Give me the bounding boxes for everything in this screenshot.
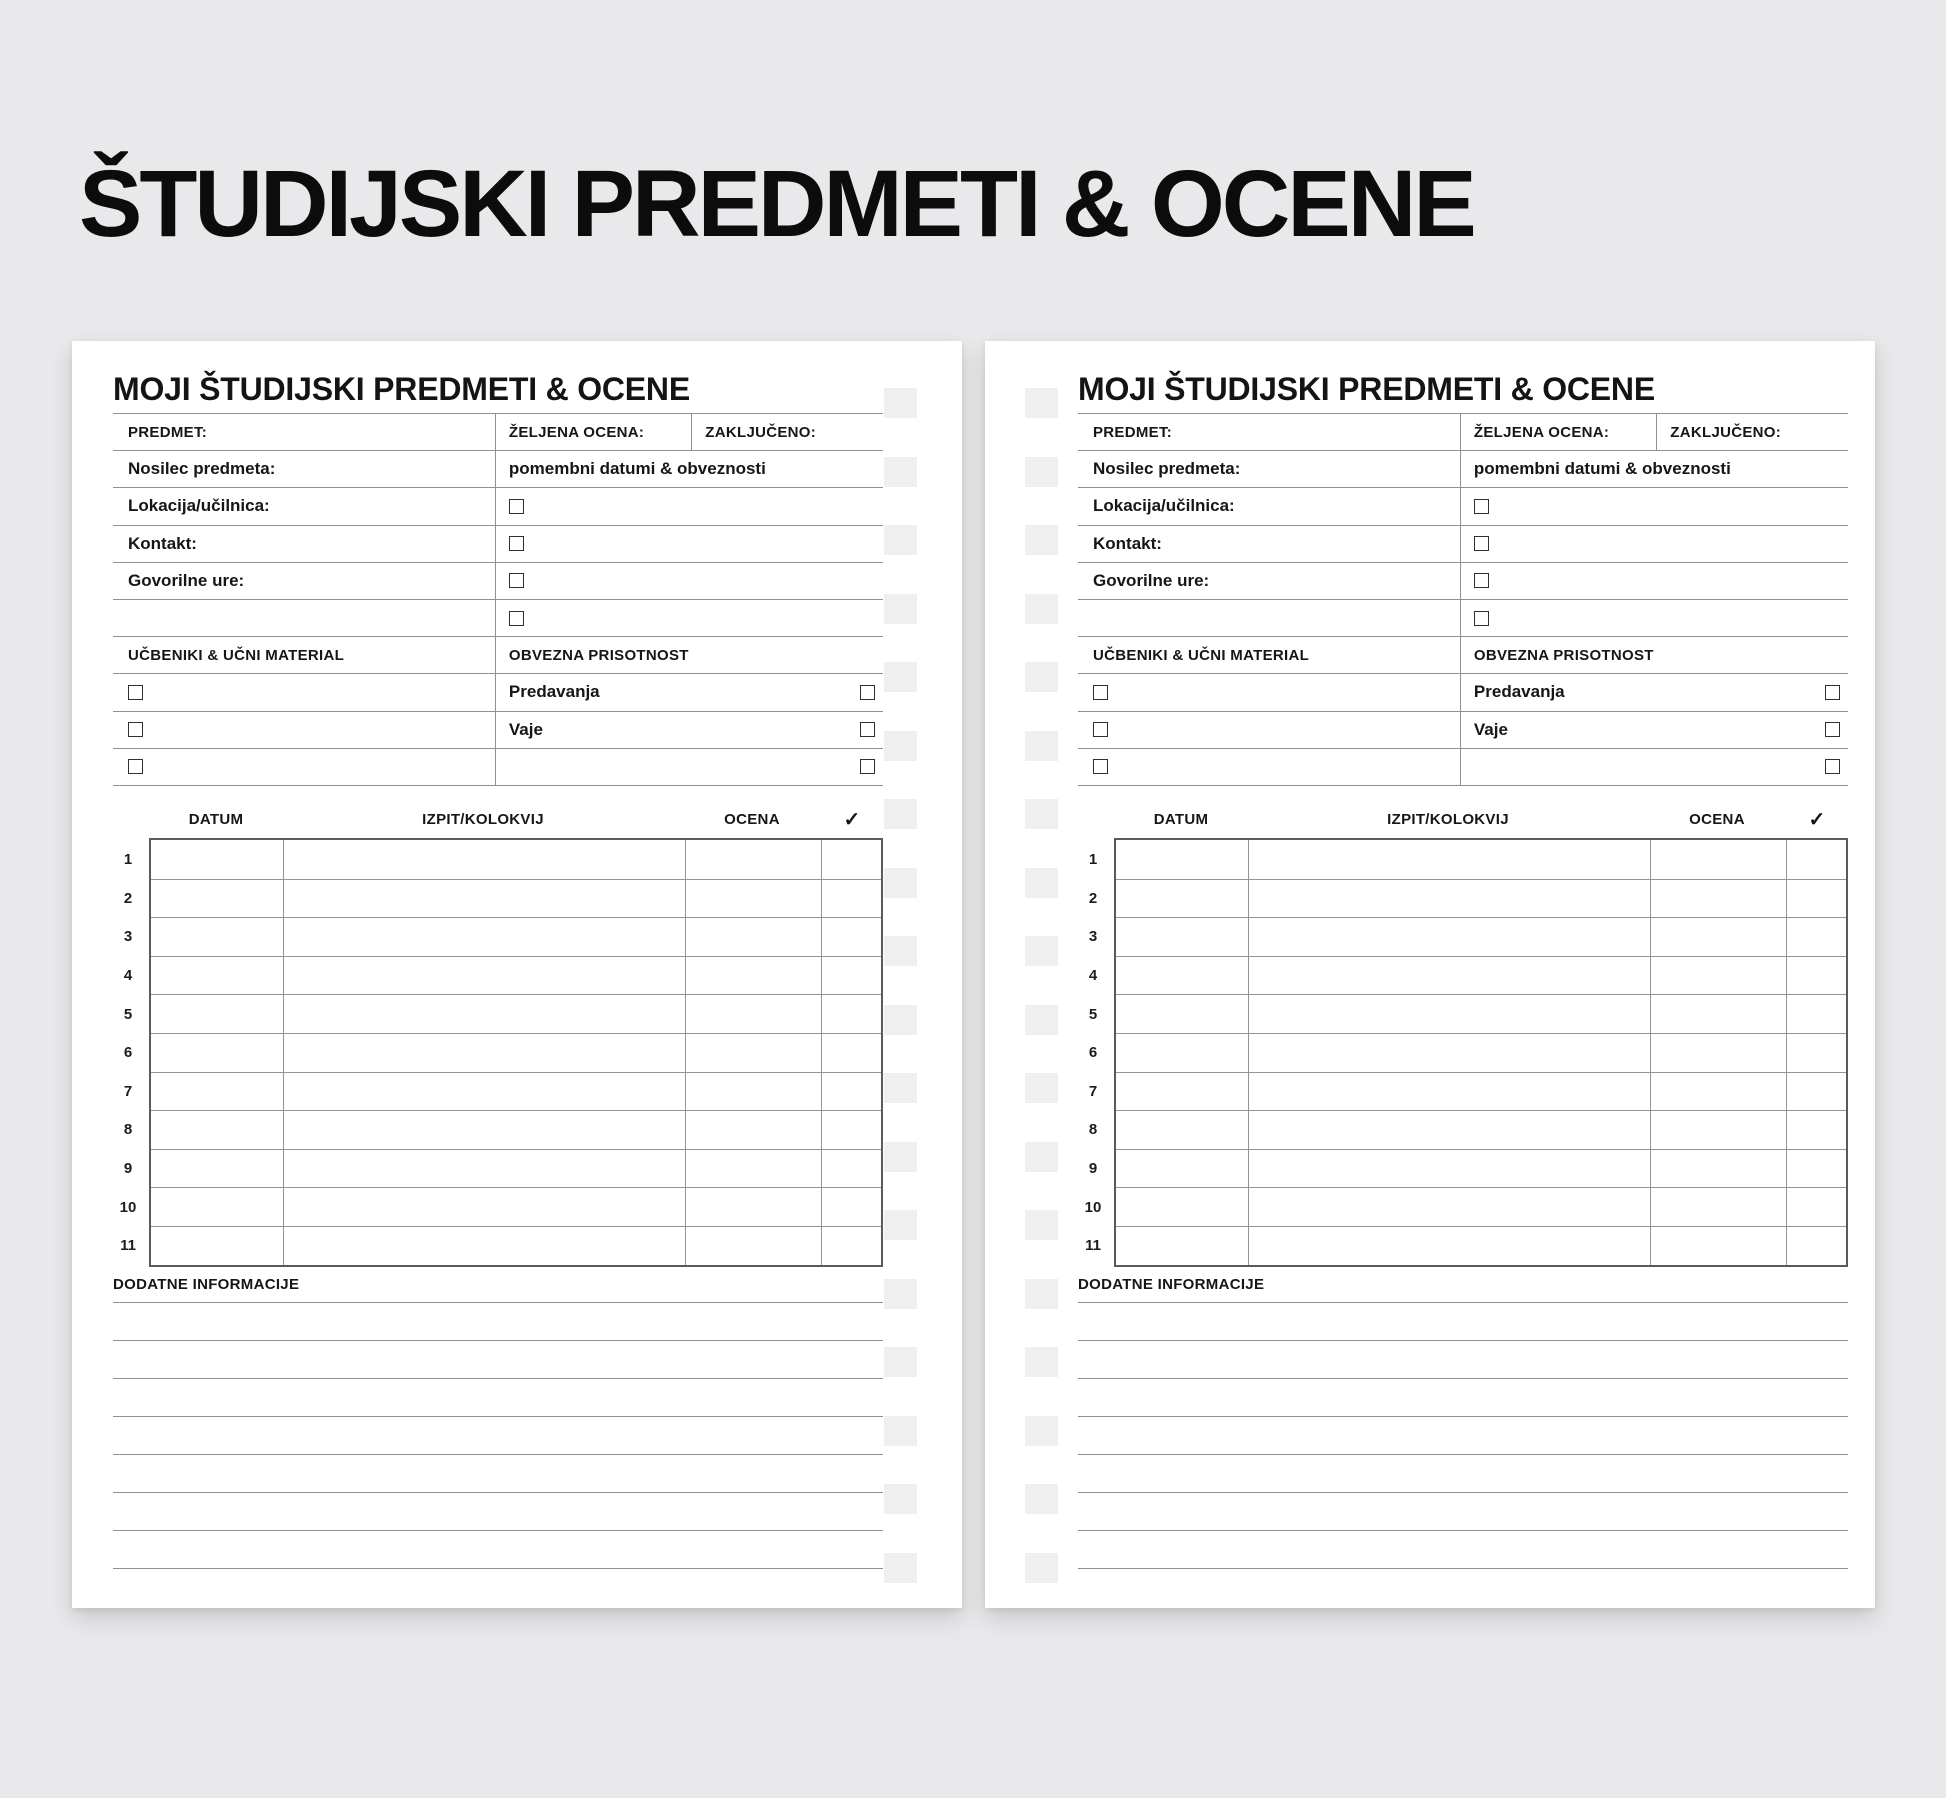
exam-table-row <box>123 879 881 918</box>
predmet-label: PREDMET: <box>1093 423 1173 441</box>
form-row-predavanja <box>1078 674 1848 711</box>
exam-cell-check <box>821 995 881 1033</box>
exam-cell-ocena <box>685 840 821 879</box>
exam-cell-datum <box>151 1188 283 1226</box>
exam-cell-datum <box>151 1111 283 1149</box>
decor-square <box>1025 868 1058 898</box>
exam-cell-datum <box>151 918 283 956</box>
form-row-kontakt <box>1078 526 1848 563</box>
obvezna-label: OBVEZNA PRISOTNOST <box>1473 646 1654 664</box>
decor-square <box>1025 936 1058 966</box>
exam-cell-ocena <box>685 918 821 956</box>
form-row-govorilne <box>1078 563 1848 600</box>
exam-row-number: 1 <box>123 850 133 868</box>
exam-cell-izpit <box>1248 840 1650 879</box>
decor-square <box>884 1210 917 1240</box>
vaje-label: Vaje <box>508 719 543 739</box>
exam-table-row <box>123 917 881 956</box>
sheet-heading: MOJI ŠTUDIJSKI PREDMETI & OCENE <box>1078 371 1655 407</box>
note-line <box>113 1493 883 1531</box>
pomembni-label: pomembni datumi & obveznosti <box>508 459 766 479</box>
form-row-vaje <box>113 712 883 749</box>
datum-header: DATUM <box>188 810 244 828</box>
form-row-vaje <box>1078 712 1848 749</box>
exam-cell-ocena <box>1650 1073 1786 1111</box>
checkbox[interactable] <box>128 685 143 700</box>
form-row-nosilec <box>1078 451 1848 488</box>
binding-squares <box>884 341 917 1608</box>
exam-cell-ocena <box>685 880 821 918</box>
exam-cell-ocena <box>685 1227 821 1265</box>
ucbeniki-label: UČBENIKI & UČNI MATERIAL <box>128 646 345 664</box>
exam-table-row <box>1084 1187 1846 1226</box>
exam-cell-check <box>821 1111 881 1149</box>
exam-table-row <box>123 1149 881 1188</box>
decor-square <box>1025 1484 1058 1514</box>
exam-cell-check <box>1786 1150 1846 1188</box>
decor-square <box>884 799 917 829</box>
exam-row-number: 5 <box>1088 1005 1098 1023</box>
note-line <box>1078 1493 1848 1531</box>
form-row-kontakt <box>113 526 883 563</box>
note-line <box>113 1303 883 1341</box>
exam-table-row <box>123 956 881 995</box>
exam-cell-izpit <box>283 1034 685 1072</box>
decor-square <box>884 388 917 418</box>
exam-cell-izpit <box>1248 918 1650 956</box>
exam-cell-izpit <box>1248 995 1650 1033</box>
decor-square <box>884 731 917 761</box>
form-row-predavanja <box>113 674 883 711</box>
exam-row-number: 9 <box>1088 1160 1098 1178</box>
exam-table <box>119 838 883 1267</box>
checkbox[interactable] <box>1474 611 1489 626</box>
form-row-predmet <box>113 414 883 451</box>
exam-cell-izpit <box>1248 880 1650 918</box>
decor-square <box>1025 1279 1058 1309</box>
exam-cell-izpit <box>283 995 685 1033</box>
decor-square <box>1025 1416 1058 1446</box>
exam-cell-check <box>1786 880 1846 918</box>
izpit-header: IZPIT/KOLOKVIJ <box>422 810 544 828</box>
exam-row-number: 9 <box>123 1160 133 1178</box>
notes-lines <box>113 1265 883 1569</box>
exam-cell-check <box>821 918 881 956</box>
exam-cell-ocena <box>685 1150 821 1188</box>
exam-cell-izpit <box>1248 1034 1650 1072</box>
exam-cell-izpit <box>1248 1188 1650 1226</box>
nosilec-label: Nosilec predmeta: <box>128 459 276 479</box>
exam-row-number: 2 <box>123 889 133 907</box>
exam-table-row <box>123 1072 881 1111</box>
nosilec-label: Nosilec predmeta: <box>1093 459 1241 479</box>
exam-cell-izpit <box>283 1227 685 1265</box>
note-line <box>113 1341 883 1379</box>
kontakt-label: Kontakt: <box>128 533 197 553</box>
exam-cell-check <box>1786 918 1846 956</box>
lokacija-label: Lokacija/učilnica: <box>1093 496 1235 516</box>
exam-cell-datum <box>151 840 283 879</box>
exam-table-row <box>123 1033 881 1072</box>
vaje-label: Vaje <box>1473 719 1508 739</box>
decor-square <box>1025 1142 1058 1172</box>
form-row-empty2 <box>1078 749 1848 786</box>
note-line <box>1078 1341 1848 1379</box>
exam-cell-ocena <box>1650 840 1786 879</box>
checkbox[interactable] <box>860 685 875 700</box>
exam-cell-check <box>821 1073 881 1111</box>
exam-cell-check <box>821 957 881 995</box>
decor-square <box>884 1142 917 1172</box>
exam-row-number: 4 <box>1088 967 1098 985</box>
exam-cell-datum <box>1116 1188 1248 1226</box>
zeljena-ocena-label: ŽELJENA OCENA: <box>508 423 645 441</box>
exam-cell-check <box>1786 957 1846 995</box>
exam-row-number: 6 <box>123 1044 133 1062</box>
decor-square <box>1025 1347 1058 1377</box>
exam-cell-ocena <box>685 957 821 995</box>
checkbox[interactable] <box>1825 759 1840 774</box>
exam-table-row <box>123 1110 881 1149</box>
checkbox[interactable] <box>509 499 524 514</box>
exam-cell-ocena <box>685 1034 821 1072</box>
exam-table-row <box>123 840 881 879</box>
exam-cell-check <box>1786 1188 1846 1226</box>
exam-cell-izpit <box>1248 1111 1650 1149</box>
exam-cell-datum <box>1116 957 1248 995</box>
decor-square <box>1025 1005 1058 1035</box>
note-line <box>113 1531 883 1569</box>
note-line <box>1078 1379 1848 1417</box>
pomembni-label: pomembni datumi & obveznosti <box>1473 459 1731 479</box>
exam-table-row <box>119 1187 881 1226</box>
decor-square <box>884 1347 917 1377</box>
exam-cell-ocena <box>1650 1188 1786 1226</box>
exam-cell-izpit <box>283 880 685 918</box>
exam-cell-check <box>821 1227 881 1265</box>
exam-cell-izpit <box>283 1111 685 1149</box>
exam-cell-ocena <box>685 995 821 1033</box>
exam-cell-datum <box>1116 1034 1248 1072</box>
exam-cell-izpit <box>283 957 685 995</box>
predavanja-label: Predavanja <box>1473 682 1565 702</box>
decor-square <box>884 662 917 692</box>
checkbox[interactable] <box>1474 573 1489 588</box>
exam-row-number: 3 <box>1088 928 1098 946</box>
decor-square <box>1025 594 1058 624</box>
checkbox[interactable] <box>509 536 524 551</box>
exam-table <box>1084 838 1848 1267</box>
exam-table-row <box>1088 1110 1846 1149</box>
exam-row-number: 7 <box>123 1082 133 1100</box>
exam-cell-datum <box>151 1034 283 1072</box>
checkbox[interactable] <box>509 611 524 626</box>
exam-table-row <box>1088 1072 1846 1111</box>
exam-cell-izpit <box>1248 1073 1650 1111</box>
decor-square <box>1025 662 1058 692</box>
exam-cell-ocena <box>1650 1227 1786 1265</box>
exam-cell-datum <box>1116 995 1248 1033</box>
exam-row-number: 11 <box>1085 1237 1101 1255</box>
govorilne-label: Govorilne ure: <box>128 570 245 590</box>
exam-cell-ocena <box>1650 957 1786 995</box>
notes-lines <box>1078 1265 1848 1569</box>
decor-square <box>1025 457 1058 487</box>
exam-row-number: 4 <box>123 967 133 985</box>
exam-cell-check <box>821 1150 881 1188</box>
exam-table-row <box>1088 917 1846 956</box>
note-line <box>113 1417 883 1455</box>
check-icon: ✓ <box>843 808 861 831</box>
decor-square <box>884 1484 917 1514</box>
kontakt-label: Kontakt: <box>1093 533 1162 553</box>
form-row-section-headers <box>1078 637 1848 674</box>
checkbox[interactable] <box>1093 759 1108 774</box>
exam-cell-datum <box>151 880 283 918</box>
form-row-nosilec <box>113 451 883 488</box>
exam-table-row <box>120 1226 881 1265</box>
exam-cell-izpit <box>283 840 685 879</box>
exam-table-row <box>1088 994 1846 1033</box>
exam-table-row <box>1088 1149 1846 1188</box>
exam-cell-ocena <box>685 1111 821 1149</box>
exam-cell-ocena <box>1650 1150 1786 1188</box>
binding-squares <box>1025 341 1058 1608</box>
decor-square <box>1025 799 1058 829</box>
zakljuceno-label: ZAKLJUČENO: <box>705 423 817 441</box>
exam-row-number: 7 <box>1088 1082 1098 1100</box>
exam-cell-ocena <box>1650 995 1786 1033</box>
ucbeniki-label: UČBENIKI & UČNI MATERIAL <box>1093 646 1310 664</box>
form-row-empty <box>113 600 883 637</box>
exam-cell-izpit <box>283 1150 685 1188</box>
notes-label: DODATNE INFORMACIJE <box>113 1276 300 1293</box>
exam-cell-check <box>821 1034 881 1072</box>
exam-row-number: 6 <box>1088 1044 1098 1062</box>
predmet-label: PREDMET: <box>128 423 208 441</box>
decor-square <box>884 525 917 555</box>
exam-table-row <box>1088 956 1846 995</box>
exam-cell-datum <box>1116 1150 1248 1188</box>
exam-table-row <box>1088 879 1846 918</box>
exam-row-number: 2 <box>1088 889 1098 907</box>
exam-cell-izpit <box>283 1188 685 1226</box>
sheet-heading: MOJI ŠTUDIJSKI PREDMETI & OCENE <box>113 371 690 407</box>
exam-cell-check <box>1786 840 1846 879</box>
decor-square <box>884 1416 917 1446</box>
exam-row-number: 3 <box>123 928 133 946</box>
decor-square <box>1025 1073 1058 1103</box>
checkbox[interactable] <box>128 722 143 737</box>
form-row-lokacija <box>113 488 883 525</box>
note-line <box>113 1265 883 1303</box>
exam-cell-check <box>1786 1073 1846 1111</box>
exam-cell-datum <box>1116 880 1248 918</box>
exam-cell-ocena <box>1650 1111 1786 1149</box>
decor-square <box>884 936 917 966</box>
decor-square <box>884 457 917 487</box>
subject-info-form <box>113 413 883 786</box>
exam-cell-datum <box>1116 840 1248 879</box>
form-row-empty <box>1078 600 1848 637</box>
checkbox[interactable] <box>1093 685 1108 700</box>
exam-cell-ocena <box>685 1073 821 1111</box>
checkbox[interactable] <box>1825 722 1840 737</box>
ocena-header: OCENA <box>1689 810 1745 828</box>
exam-cell-ocena <box>1650 918 1786 956</box>
checkbox[interactable] <box>1825 685 1840 700</box>
obvezna-label: OBVEZNA PRISOTNOST <box>508 646 689 664</box>
exam-cell-izpit <box>1248 1227 1650 1265</box>
note-line <box>113 1379 883 1417</box>
exam-row-number: 10 <box>119 1198 137 1216</box>
checkbox[interactable] <box>860 759 875 774</box>
checkbox[interactable] <box>860 722 875 737</box>
decor-square <box>1025 388 1058 418</box>
decor-square <box>1025 1553 1058 1583</box>
exam-cell-izpit <box>283 1073 685 1111</box>
main-title: ŠTUDIJSKI PREDMETI & OCENE <box>79 151 1474 257</box>
note-line <box>1078 1303 1848 1341</box>
decor-square <box>1025 731 1058 761</box>
exam-cell-ocena <box>685 1188 821 1226</box>
form-row-lokacija <box>1078 488 1848 525</box>
exam-table-row <box>123 994 881 1033</box>
exam-cell-izpit <box>1248 1150 1650 1188</box>
exam-cell-izpit <box>1248 957 1650 995</box>
exam-cell-check <box>1786 1111 1846 1149</box>
zeljena-ocena-label: ŽELJENA OCENA: <box>1473 423 1610 441</box>
form-row-section-headers <box>113 637 883 674</box>
decor-square <box>884 868 917 898</box>
exam-cell-check <box>821 1188 881 1226</box>
decor-square <box>884 1005 917 1035</box>
note-line <box>1078 1455 1848 1493</box>
exam-table-header <box>149 807 883 831</box>
check-icon: ✓ <box>1808 808 1826 831</box>
checkbox[interactable] <box>1093 722 1108 737</box>
exam-cell-datum <box>151 1227 283 1265</box>
exam-cell-datum <box>1116 1227 1248 1265</box>
exam-cell-datum <box>151 995 283 1033</box>
form-row-predmet <box>1078 414 1848 451</box>
exam-cell-datum <box>1116 918 1248 956</box>
exam-row-number: 11 <box>120 1237 136 1255</box>
decor-square <box>884 1553 917 1583</box>
ocena-header: OCENA <box>724 810 780 828</box>
exam-cell-datum <box>151 957 283 995</box>
zakljuceno-label: ZAKLJUČENO: <box>1670 423 1782 441</box>
govorilne-label: Govorilne ure: <box>1093 570 1210 590</box>
note-line <box>113 1455 883 1493</box>
checkbox[interactable] <box>509 573 524 588</box>
exam-cell-check <box>821 840 881 879</box>
checkbox[interactable] <box>1474 499 1489 514</box>
exam-row-number: 1 <box>1088 850 1098 868</box>
datum-header: DATUM <box>1153 810 1209 828</box>
decor-square <box>1025 525 1058 555</box>
exam-cell-ocena <box>1650 1034 1786 1072</box>
exam-table-row <box>1088 840 1846 879</box>
decor-square <box>884 1073 917 1103</box>
subject-info-form <box>1078 413 1848 786</box>
form-row-empty2 <box>113 749 883 786</box>
exam-cell-datum <box>151 1150 283 1188</box>
exam-cell-check <box>1786 1227 1846 1265</box>
decor-square <box>884 594 917 624</box>
exam-row-number: 8 <box>1088 1121 1098 1139</box>
exam-table-row <box>1085 1226 1846 1265</box>
exam-cell-check <box>1786 1034 1846 1072</box>
checkbox[interactable] <box>128 759 143 774</box>
exam-row-number: 8 <box>123 1121 133 1139</box>
exam-row-number: 10 <box>1084 1198 1102 1216</box>
exam-table-row <box>1088 1033 1846 1072</box>
exam-cell-ocena <box>1650 880 1786 918</box>
predavanja-label: Predavanja <box>508 682 600 702</box>
planner-page-right <box>985 341 1875 1608</box>
exam-cell-check <box>821 880 881 918</box>
decor-square <box>1025 1210 1058 1240</box>
exam-cell-izpit <box>283 918 685 956</box>
decor-square <box>884 1279 917 1309</box>
exam-table-header <box>1114 807 1848 831</box>
exam-row-number: 5 <box>123 1005 133 1023</box>
note-line <box>1078 1531 1848 1569</box>
exam-cell-datum <box>1116 1073 1248 1111</box>
note-line <box>1078 1265 1848 1303</box>
izpit-header: IZPIT/KOLOKVIJ <box>1387 810 1509 828</box>
checkbox[interactable] <box>1474 536 1489 551</box>
notes-label: DODATNE INFORMACIJE <box>1078 1276 1265 1293</box>
planner-page-left <box>72 341 962 1608</box>
note-line <box>1078 1417 1848 1455</box>
exam-cell-check <box>1786 995 1846 1033</box>
exam-cell-datum <box>151 1073 283 1111</box>
lokacija-label: Lokacija/učilnica: <box>128 496 270 516</box>
exam-cell-datum <box>1116 1111 1248 1149</box>
form-row-govorilne <box>113 563 883 600</box>
